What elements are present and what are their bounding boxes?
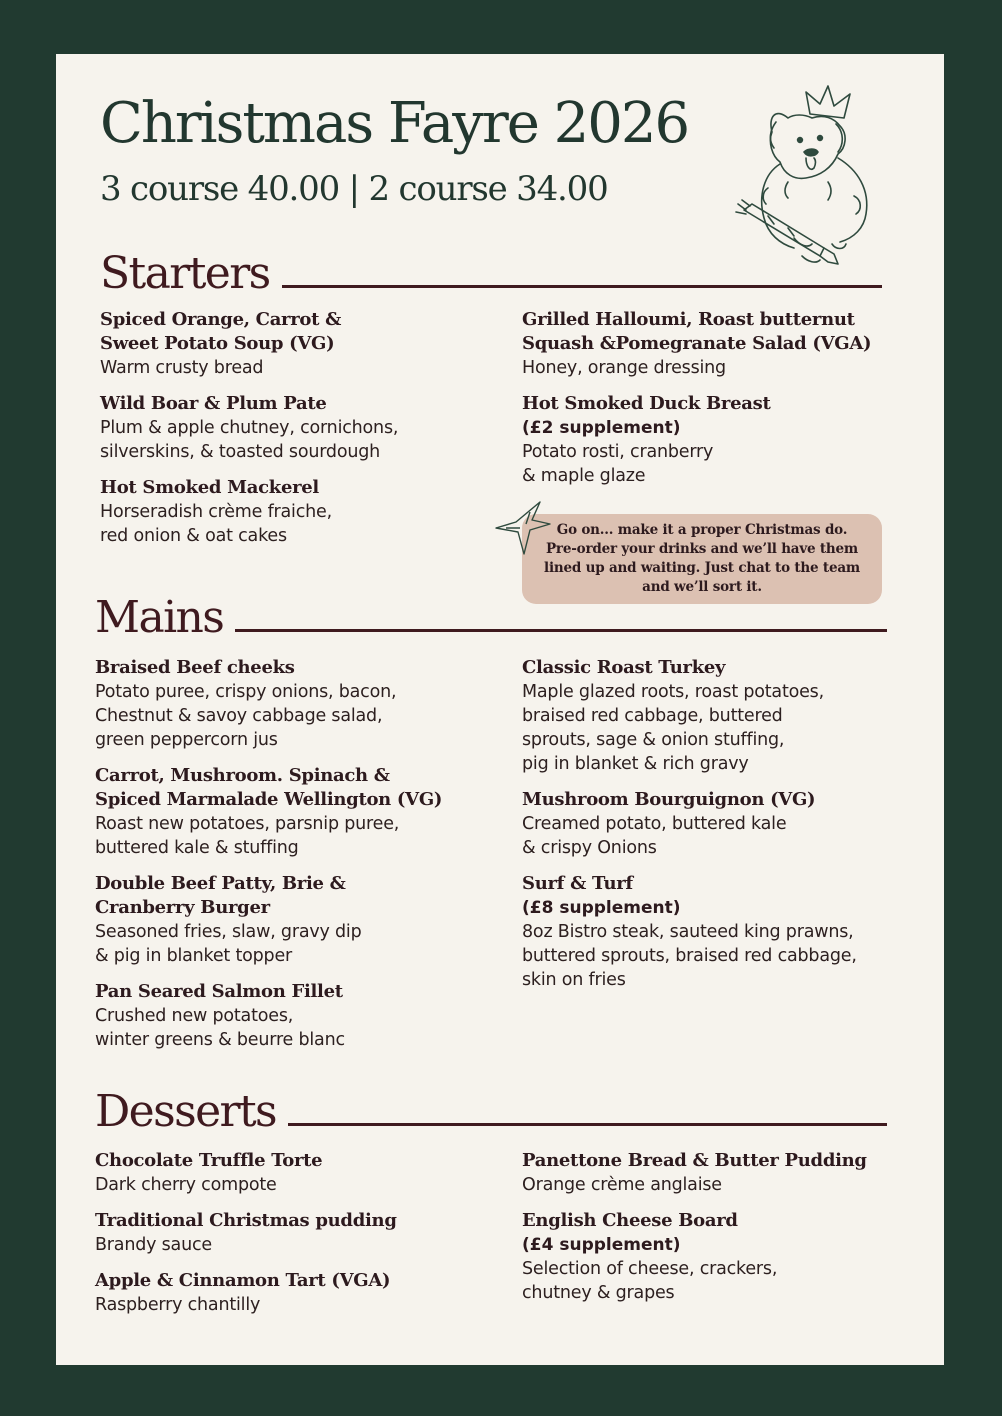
section-rule <box>235 629 887 632</box>
item-description: Selection of cheese, crackers, chutney & grapes <box>522 1259 778 1303</box>
item-description: Seasoned fries, slaw, gravy dip & pig in blanket topper <box>95 922 362 966</box>
item-description: 8oz Bistro steak, sauteed king prawns, buttered sprouts, braised red cabbage, skin on fries <box>522 922 857 990</box>
item-description: Horseradish crème fraiche, red onion & oat cakes <box>100 502 332 546</box>
item-name: Classic Roast Turkey <box>522 657 726 678</box>
item-description: Raspberry chantilly <box>95 1295 261 1315</box>
item-name: Carrot, Mushroom. Spinach & Spiced Marmalade Wellington (VG) <box>95 765 443 810</box>
item-supplement: (£2 supplement) <box>522 418 681 438</box>
menu-title: Christmas Fayre 2026 <box>100 91 689 156</box>
section-rule <box>282 285 882 288</box>
item-name: Surf & Turf <box>522 873 633 894</box>
section-rule <box>288 1123 887 1126</box>
item-description: Roast new potatoes, parsnip puree, buttered kale & stuffing <box>95 814 400 858</box>
item-name: Double Beef Patty, Brie & Cranberry Burger <box>95 873 346 918</box>
item-supplement: (£8 supplement) <box>522 898 681 918</box>
item-name: Traditional Christmas pudding <box>95 1210 397 1231</box>
item-description: Orange crème anglaise <box>522 1175 722 1195</box>
dog-illustration <box>728 78 888 278</box>
menu-item <box>95 1149 475 1197</box>
mains-right-column <box>522 656 902 1004</box>
item-description: Plum & apple chutney, cornichons, silverskins, & toasted sourdough <box>100 418 399 462</box>
menu-item <box>522 1209 902 1305</box>
menu-item <box>95 764 475 860</box>
menu-item <box>100 308 480 380</box>
item-description: Dark cherry compote <box>95 1175 277 1195</box>
menu-item <box>522 788 902 860</box>
item-name: English Cheese Board <box>522 1210 738 1231</box>
item-name: Braised Beef cheeks <box>95 657 295 678</box>
menu-item <box>522 308 902 380</box>
item-description: Potato puree, crispy onions, bacon, Chestnut & savoy cabbage salad, green peppercorn jus <box>95 682 397 750</box>
desserts-right-column <box>522 1149 902 1317</box>
starters-right-column <box>522 308 902 500</box>
item-name: Grilled Halloumi, Roast butternut Squash &Pomegranate Salad (VGA) <box>522 309 872 354</box>
menu-item <box>95 656 475 752</box>
item-name: Pan Seared Salmon Fillet <box>95 981 343 1002</box>
menu-item <box>100 392 480 464</box>
item-name: Hot Smoked Mackerel <box>100 477 319 498</box>
section-heading-desserts <box>95 1086 887 1137</box>
item-description: Creamed potato, buttered kale & crispy Onions <box>522 814 787 858</box>
menu-item <box>95 872 475 968</box>
item-name: Spiced Orange, Carrot & Sweet Potato Soup (VG) <box>100 309 342 354</box>
menu-item <box>522 392 902 488</box>
menu-item <box>95 1209 475 1257</box>
item-name: Apple & Cinnamon Tart (VGA) <box>95 1270 391 1291</box>
item-name: Wild Boar & Plum Pate <box>100 393 327 414</box>
menu-item <box>522 1149 902 1197</box>
item-description: Warm crusty bread <box>100 358 264 378</box>
item-description: Brandy sauce <box>95 1235 212 1255</box>
item-supplement: (£4 supplement) <box>522 1235 681 1255</box>
cracker-icon <box>744 204 824 256</box>
promo-box <box>522 514 882 604</box>
course-prices: 3 course 40.00 | 2 course 34.00 <box>100 169 608 209</box>
item-name: Mushroom Bourguignon (VG) <box>522 789 816 810</box>
section-heading-starters <box>100 248 882 299</box>
item-name: Panettone Bread & Butter Pudding <box>522 1150 867 1171</box>
menu-item <box>522 872 902 992</box>
item-description: Potato rosti, cranberry & maple glaze <box>522 442 714 486</box>
menu-item <box>95 1269 475 1317</box>
star-icon <box>494 498 552 558</box>
item-description: Maple glazed roots, roast potatoes, braised red cabbage, buttered sprouts, sage & onion stuffing, pig in blanket & rich gravy <box>522 682 824 774</box>
mains-left-column <box>95 656 475 1064</box>
promo-text: Go on... make it a proper Christmas do. Pre-order your drinks and we’ll have them lined up and waiting. Just chat to the team and we’ll sort it. <box>544 522 860 595</box>
item-name: Hot Smoked Duck Breast <box>522 393 771 414</box>
section-title: Mains <box>95 592 224 643</box>
starters-left-column <box>100 308 480 560</box>
desserts-left-column <box>95 1149 475 1329</box>
section-title: Desserts <box>95 1086 277 1137</box>
menu-item <box>522 656 902 776</box>
section-title: Starters <box>100 248 270 299</box>
crown-icon <box>806 86 850 118</box>
menu-item <box>100 476 480 548</box>
item-description: Honey, orange dressing <box>522 358 726 378</box>
menu-item <box>95 980 475 1052</box>
section-heading-mains <box>95 592 887 643</box>
item-description: Crushed new potatoes, winter greens & beurre blanc <box>95 1006 345 1050</box>
item-name: Chocolate Truffle Torte <box>95 1150 323 1171</box>
